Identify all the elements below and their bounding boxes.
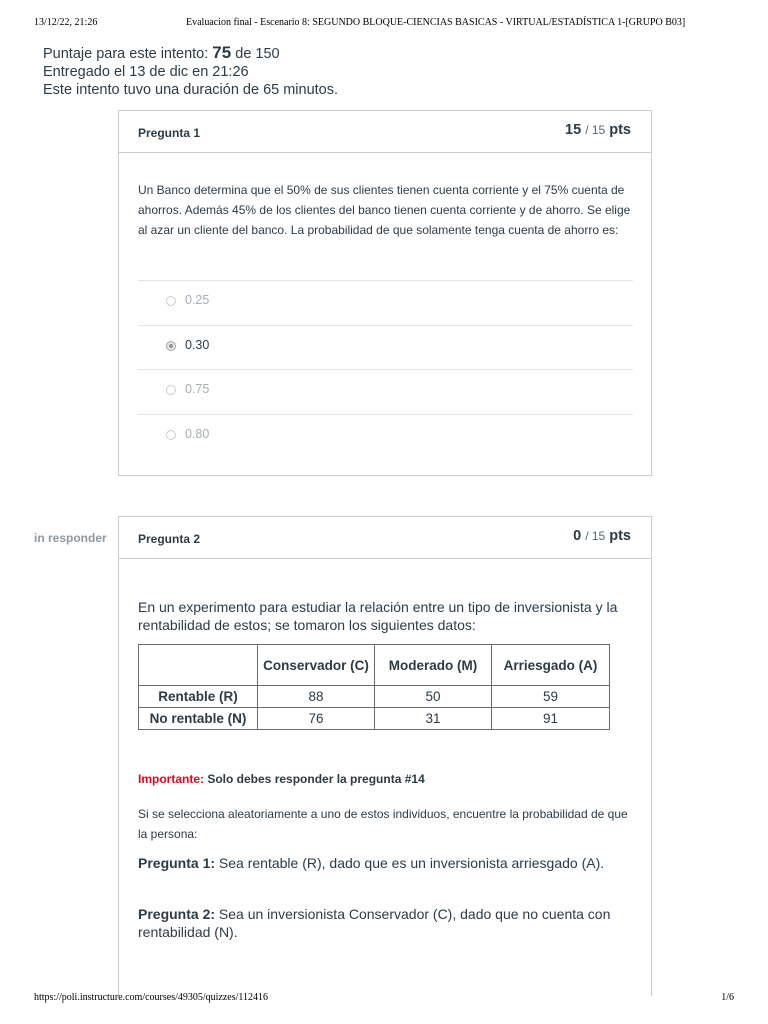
table-row (139, 686, 610, 708)
sub-question-1-text: Sea rentable (R), dado que es un inversionista arriesgado (A). (218, 855, 605, 871)
question-1-possible: 15 (591, 123, 606, 137)
question-1-text: Un Banco determina que el 50% de sus clientes tienen cuenta corriente y el 75% cuenta de ahorros. Además 45% de los clientes del banco tienen cuenta corriente y de ahorro. Se elige al azar un cliente del banco. La probabilidad de que solamente tenga cuenta de ahorro es: (138, 183, 631, 237)
table-header-empty (139, 645, 258, 686)
table-cell: 59 (492, 686, 610, 708)
question-2-header (119, 517, 651, 559)
question-2-intro: En un experimento para estudiar la relación entre un tipo de inversionista y la rentabilidad de estos; se tomaron los siguientes datos: (138, 599, 618, 633)
score-value: 75 (212, 43, 232, 62)
data-table (138, 644, 610, 730)
question-2-points: 0 / 15 pts (573, 528, 631, 544)
answer-option[interactable] (138, 369, 633, 414)
important-label: Importante: (138, 772, 204, 786)
question-2-card (118, 516, 652, 996)
question-1-pts-label: pts (609, 122, 631, 138)
radio-button[interactable] (166, 430, 176, 440)
table-cell: 91 (492, 708, 610, 730)
table-header: Moderado (M) (375, 645, 492, 686)
table-row-label: No rentable (N) (139, 708, 258, 730)
sub-question-2-label: Pregunta 2: (138, 906, 216, 922)
print-title: Evaluacion final - Escenario 8: SEGUNDO BLOQUE-CIENCIAS BASICAS - VIRTUAL/ESTADÍSTICA 1-[GRUPO B03] (186, 17, 686, 28)
print-date: 13/12/22, 21:26 (34, 17, 98, 28)
sub-question-1-label: Pregunta 1: (138, 855, 216, 871)
question-1-earned: 15 (565, 122, 582, 138)
question-1-card (118, 110, 652, 476)
question-1-points: 15 / 15 pts (565, 122, 631, 138)
table-cell: 50 (375, 686, 492, 708)
print-footer (34, 992, 734, 1006)
table-header-row (139, 645, 610, 686)
important-text: Solo debes responder la pregunta #14 (207, 772, 425, 786)
table-header: Arriesgado (A) (492, 645, 610, 686)
attempt-summary (43, 44, 338, 99)
question-1-header (119, 111, 651, 153)
score-prefix: Puntaje para este intento: (43, 46, 209, 62)
table-header: Conservador (C) (258, 645, 375, 686)
answer-option[interactable] (138, 414, 633, 459)
table-row (139, 708, 610, 730)
table-cell: 31 (375, 708, 492, 730)
submitted-line: Entregado el 13 de dic en 21:26 (43, 64, 249, 80)
sub-question-1 (138, 854, 628, 872)
important-note (138, 772, 425, 786)
question-2-possible: 15 (591, 529, 606, 543)
answer-label: 0.80 (185, 426, 210, 441)
score-suffix: de 150 (235, 46, 280, 62)
answer-option[interactable] (138, 325, 633, 370)
unanswered-label: in responder (34, 531, 107, 545)
print-header (34, 17, 734, 31)
sub-question-2 (138, 905, 628, 941)
question-1-answers (138, 280, 633, 458)
answer-label: 0.30 (185, 337, 210, 352)
radio-button-selected[interactable] (166, 341, 176, 351)
duration-line: Este intento tuvo una duración de 65 minutos. (43, 82, 339, 98)
radio-button[interactable] (166, 385, 176, 395)
answer-option[interactable] (138, 280, 633, 325)
print-url: https://poli.instructure.com/courses/49305/quizzes/112416 (34, 992, 269, 1003)
print-page-number: 1/6 (721, 992, 734, 1003)
table-cell: 88 (258, 686, 375, 708)
question-2-pts-label: pts (609, 528, 631, 544)
table-row-label: Rentable (R) (139, 686, 258, 708)
answer-label: 0.75 (185, 382, 210, 396)
question-2-earned: 0 (573, 528, 582, 544)
sub-question-2-text: Sea un inversionista Conservador (C), dado que no cuenta con rentabilidad (N). (138, 906, 611, 940)
radio-button[interactable] (166, 296, 176, 306)
answer-label: 0.25 (185, 293, 210, 307)
table-cell: 76 (258, 708, 375, 730)
question-2-instruction: Si se selecciona aleatoriamente a uno de estos individuos, encuentre la probabilidad de que la persona: (138, 807, 628, 841)
score-line (43, 44, 338, 63)
question-2-title: Pregunta 2 (138, 532, 201, 546)
question-1-title: Pregunta 1 (138, 126, 201, 140)
